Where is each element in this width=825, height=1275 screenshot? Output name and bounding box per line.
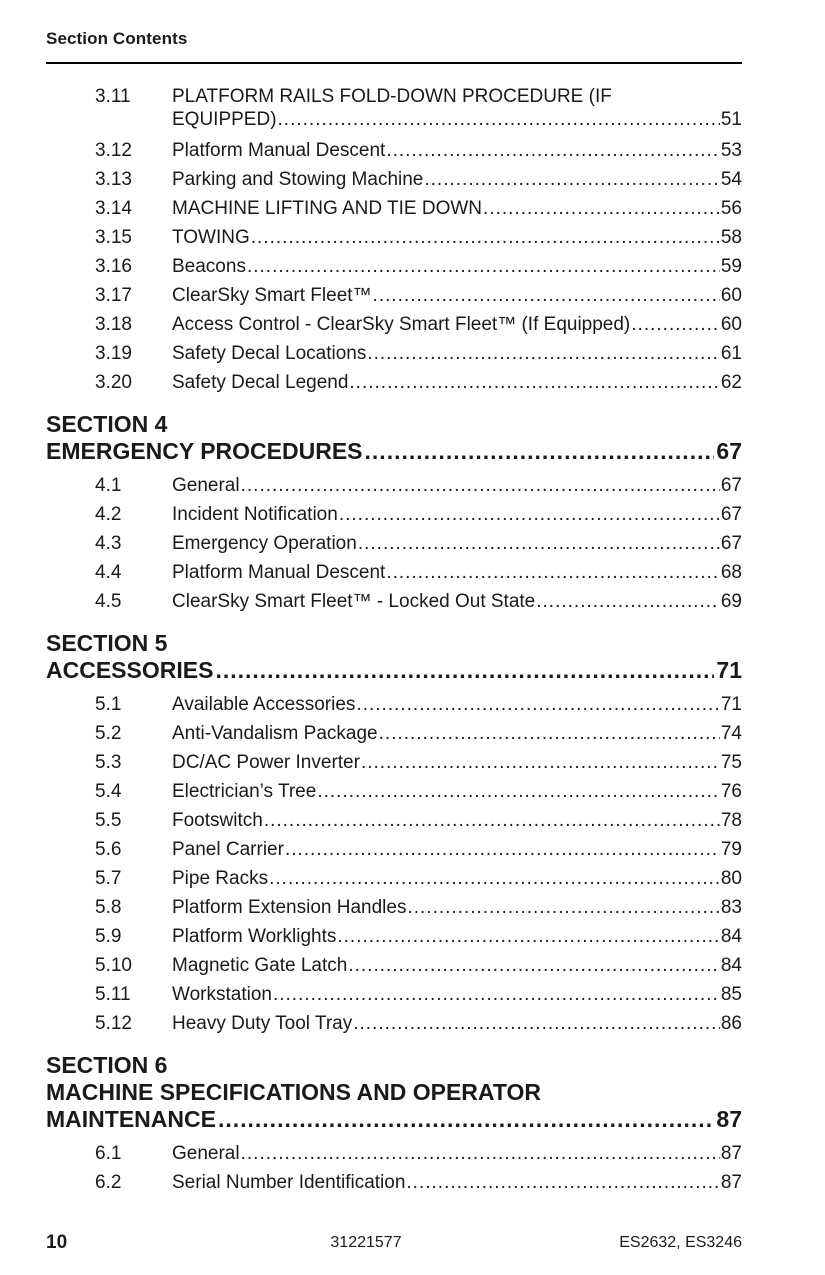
toc-entry-title: Beacons bbox=[172, 256, 246, 277]
toc-entry-page: 87 bbox=[720, 1172, 742, 1193]
toc-entry-5-4[interactable] bbox=[46, 777, 742, 806]
section-label: SECTION 6 bbox=[46, 1052, 168, 1078]
toc-entry-page: 62 bbox=[720, 372, 742, 393]
toc-entry-title: Workstation bbox=[172, 984, 272, 1005]
toc-entry-title: Pipe Racks bbox=[172, 868, 269, 889]
dot-leader bbox=[365, 438, 715, 465]
toc-entry-5-2[interactable] bbox=[46, 719, 742, 748]
toc-entry-page: 87 bbox=[720, 1143, 742, 1164]
toc-entry-4-5[interactable] bbox=[46, 587, 742, 616]
toc-entry-number: 5.5 bbox=[95, 810, 122, 831]
toc-entry-title: DC/AC Power Inverter bbox=[172, 752, 360, 773]
toc-entry-4-2[interactable] bbox=[46, 500, 742, 529]
toc-entry-title: PLATFORM RAILS FOLD-DOWN PROCEDURE (IF bbox=[172, 86, 612, 107]
dot-leader bbox=[407, 893, 719, 922]
toc-entry-page: 80 bbox=[720, 868, 742, 889]
toc-entry-title: Platform Worklights bbox=[172, 926, 337, 947]
toc-entry-title: Incident Notification bbox=[172, 504, 338, 525]
toc-entry-page: 76 bbox=[720, 781, 742, 802]
toc-entry-page: 79 bbox=[720, 839, 742, 860]
toc-entry-title: ClearSky Smart Fleet™ bbox=[172, 285, 372, 306]
toc-entry-5-11[interactable] bbox=[46, 980, 742, 1009]
toc-entry-3-20[interactable] bbox=[46, 368, 742, 397]
running-header-title: Section Contents bbox=[46, 29, 188, 48]
toc-entry-number: 5.12 bbox=[95, 1013, 132, 1034]
toc-entry-number: 3.16 bbox=[95, 256, 132, 277]
toc-entry-number: 3.13 bbox=[95, 169, 132, 190]
toc-entry-3-15[interactable] bbox=[46, 223, 742, 252]
dot-leader bbox=[247, 252, 720, 281]
toc-entry-4-1[interactable] bbox=[46, 471, 742, 500]
toc-entry-number: 5.2 bbox=[95, 723, 122, 744]
toc-entry-title: Magnetic Gate Latch bbox=[172, 955, 348, 976]
toc-entry-number: 3.11 bbox=[95, 86, 131, 107]
toc-entry-page: 58 bbox=[720, 227, 742, 248]
dot-leader bbox=[264, 806, 720, 835]
dot-leader bbox=[218, 1106, 714, 1133]
toc-entry-page: 59 bbox=[720, 256, 742, 277]
toc-entry-title: Heavy Duty Tool Tray bbox=[172, 1013, 353, 1034]
toc-entry-title: MACHINE LIFTING AND TIE DOWN bbox=[172, 198, 483, 219]
toc-entry-page: 85 bbox=[720, 984, 742, 1005]
dot-leader bbox=[424, 165, 719, 194]
toc-entry-page: 53 bbox=[720, 140, 742, 161]
toc-entry-page: 68 bbox=[720, 562, 742, 583]
toc-entry-number: 3.18 bbox=[95, 314, 132, 335]
toc-entry-3-16[interactable] bbox=[46, 252, 742, 281]
toc-entry-3-13[interactable] bbox=[46, 165, 742, 194]
toc-entry-number: 6.1 bbox=[95, 1143, 122, 1164]
toc-entry-number: 3.19 bbox=[95, 343, 132, 364]
toc-entry-4-4[interactable] bbox=[46, 558, 742, 587]
toc-entry-title: ClearSky Smart Fleet™ - Locked Out State bbox=[172, 591, 536, 612]
toc-entry-title: Available Accessories bbox=[172, 694, 356, 715]
footer-page-number: 10 bbox=[46, 1232, 68, 1253]
dot-leader bbox=[339, 500, 720, 529]
dot-leader bbox=[285, 835, 720, 864]
section-page: 87 bbox=[716, 1106, 742, 1132]
toc-entry-title: Safety Decal Locations bbox=[172, 343, 367, 364]
toc-entry-page: 56 bbox=[720, 198, 742, 219]
dot-leader bbox=[406, 1168, 719, 1197]
toc-entry-3-14[interactable] bbox=[46, 194, 742, 223]
toc-entry-number: 5.1 bbox=[95, 694, 122, 715]
dot-leader bbox=[215, 657, 714, 684]
dot-leader bbox=[386, 558, 720, 587]
section-label: SECTION 5 bbox=[46, 630, 168, 656]
dot-leader bbox=[348, 951, 720, 980]
toc-entry-number: 5.3 bbox=[95, 752, 122, 773]
toc-entry-title: Panel Carrier bbox=[172, 839, 284, 860]
page-footer bbox=[46, 1232, 742, 1256]
toc-entry-page: 83 bbox=[720, 897, 742, 918]
toc-entry-number: 5.11 bbox=[95, 984, 131, 1005]
dot-leader bbox=[273, 980, 720, 1009]
toc-entry-3-17[interactable] bbox=[46, 281, 742, 310]
footer-doc-number: 31221577 bbox=[330, 1234, 402, 1251]
toc-entry-page: 61 bbox=[720, 343, 742, 364]
toc-entry-title-cont: EQUIPPED) bbox=[172, 109, 277, 130]
dot-leader bbox=[278, 108, 720, 131]
toc-entry-title: Electrician’s Tree bbox=[172, 781, 317, 802]
toc-entry-page: 69 bbox=[720, 591, 742, 612]
toc-entry-number: 4.5 bbox=[95, 591, 122, 612]
section-title: MACHINE SPECIFICATIONS AND OPERATOR bbox=[46, 1079, 541, 1105]
dot-leader bbox=[251, 223, 720, 252]
section-page: 67 bbox=[716, 438, 742, 464]
dot-leader bbox=[317, 777, 720, 806]
toc-entry-number: 4.2 bbox=[95, 504, 122, 525]
toc-entry-page: 67 bbox=[720, 475, 742, 496]
toc-entry-number: 5.8 bbox=[95, 897, 122, 918]
toc-entry-3-18[interactable] bbox=[46, 310, 742, 339]
toc-entry-page: 84 bbox=[720, 926, 742, 947]
toc-entry-title: General bbox=[172, 1143, 240, 1164]
toc-entry-5-5[interactable] bbox=[46, 806, 742, 835]
toc-entry-number: 4.4 bbox=[95, 562, 122, 583]
toc-entry-5-1[interactable] bbox=[46, 690, 742, 719]
dot-leader bbox=[353, 1009, 720, 1038]
dot-leader bbox=[269, 864, 720, 893]
dot-leader bbox=[373, 281, 720, 310]
footer-models: ES2632, ES3246 bbox=[619, 1234, 742, 1251]
section-heading-4[interactable] bbox=[46, 411, 742, 465]
section-title-cont: MAINTENANCE bbox=[46, 1106, 216, 1132]
toc-entry-page: 74 bbox=[720, 723, 742, 744]
toc-entry-4-3[interactable] bbox=[46, 529, 742, 558]
toc-entry-title: Platform Manual Descent bbox=[172, 562, 386, 583]
toc-entry-number: 3.14 bbox=[95, 198, 132, 219]
dot-leader bbox=[349, 368, 719, 397]
dot-leader bbox=[337, 922, 720, 951]
toc-entry-3-11[interactable] bbox=[46, 84, 742, 136]
toc-entry-number: 5.10 bbox=[95, 955, 132, 976]
toc-entry-page: 78 bbox=[720, 810, 742, 831]
dot-leader bbox=[241, 471, 720, 500]
toc-entry-number: 5.9 bbox=[95, 926, 122, 947]
toc-entry-title: Anti-Vandalism Package bbox=[172, 723, 378, 744]
toc-entry-number: 6.2 bbox=[95, 1172, 122, 1193]
toc-entry-number: 3.15 bbox=[95, 227, 132, 248]
dot-leader bbox=[358, 529, 720, 558]
dot-leader bbox=[367, 339, 720, 368]
section-title: EMERGENCY PROCEDURES bbox=[46, 438, 363, 464]
toc-entry-page: 71 bbox=[720, 694, 742, 715]
dot-leader bbox=[356, 690, 719, 719]
toc-entry-6-2[interactable] bbox=[46, 1168, 742, 1197]
section-heading-5[interactable] bbox=[46, 630, 742, 684]
toc-entry-5-10[interactable] bbox=[46, 951, 742, 980]
toc-entry-5-6[interactable] bbox=[46, 835, 742, 864]
toc-entry-title: Access Control - ClearSky Smart Fleet™ (If Equipped) bbox=[172, 314, 631, 335]
toc-entry-title: Footswitch bbox=[172, 810, 263, 831]
dot-leader bbox=[241, 1139, 720, 1168]
dot-leader bbox=[483, 194, 720, 223]
toc-entry-title: TOWING bbox=[172, 227, 250, 248]
header-divider bbox=[46, 62, 742, 64]
toc-entry-number: 3.20 bbox=[95, 372, 132, 393]
toc-entry-page: 54 bbox=[720, 169, 742, 190]
dot-leader bbox=[536, 587, 720, 616]
toc-entry-page: 67 bbox=[720, 504, 742, 525]
toc-entry-title: Platform Manual Descent bbox=[172, 140, 386, 161]
toc-entry-5-7[interactable] bbox=[46, 864, 742, 893]
toc-entry-5-3[interactable] bbox=[46, 748, 742, 777]
table-of-contents bbox=[46, 84, 742, 1197]
toc-entry-5-12[interactable] bbox=[46, 1009, 742, 1038]
dot-leader bbox=[361, 748, 720, 777]
toc-entry-page: 75 bbox=[720, 752, 742, 773]
toc-entry-page: 51 bbox=[720, 109, 742, 130]
toc-entry-number: 5.7 bbox=[95, 868, 122, 889]
toc-entry-6-1[interactable] bbox=[46, 1139, 742, 1168]
toc-entry-title: Serial Number Identification bbox=[172, 1172, 406, 1193]
section-page: 71 bbox=[716, 657, 742, 683]
dot-leader bbox=[631, 310, 720, 339]
dot-leader bbox=[386, 136, 720, 165]
toc-entry-title: Safety Decal Legend bbox=[172, 372, 349, 393]
toc-entry-page: 60 bbox=[720, 285, 742, 306]
toc-entry-3-12[interactable] bbox=[46, 136, 742, 165]
toc-entry-number: 4.3 bbox=[95, 533, 122, 554]
section-label: SECTION 4 bbox=[46, 411, 168, 437]
toc-entry-number: 4.1 bbox=[95, 475, 122, 496]
toc-entry-page: 86 bbox=[720, 1013, 742, 1034]
dot-leader bbox=[379, 719, 720, 748]
section-title: ACCESSORIES bbox=[46, 657, 214, 683]
toc-entry-5-9[interactable] bbox=[46, 922, 742, 951]
toc-entry-page: 84 bbox=[720, 955, 742, 976]
toc-entry-title: Parking and Stowing Machine bbox=[172, 169, 424, 190]
toc-entry-number: 5.4 bbox=[95, 781, 122, 802]
toc-entry-title: Platform Extension Handles bbox=[172, 897, 407, 918]
toc-entry-title: Emergency Operation bbox=[172, 533, 357, 554]
section-heading-6[interactable] bbox=[46, 1052, 742, 1133]
toc-entry-number: 3.17 bbox=[95, 285, 132, 306]
toc-entry-number: 3.12 bbox=[95, 140, 132, 161]
toc-entry-page: 60 bbox=[720, 314, 742, 335]
toc-entry-number: 5.6 bbox=[95, 839, 122, 860]
toc-entry-page: 67 bbox=[720, 533, 742, 554]
toc-entry-3-19[interactable] bbox=[46, 339, 742, 368]
toc-entry-title: General bbox=[172, 475, 240, 496]
toc-entry-5-8[interactable] bbox=[46, 893, 742, 922]
